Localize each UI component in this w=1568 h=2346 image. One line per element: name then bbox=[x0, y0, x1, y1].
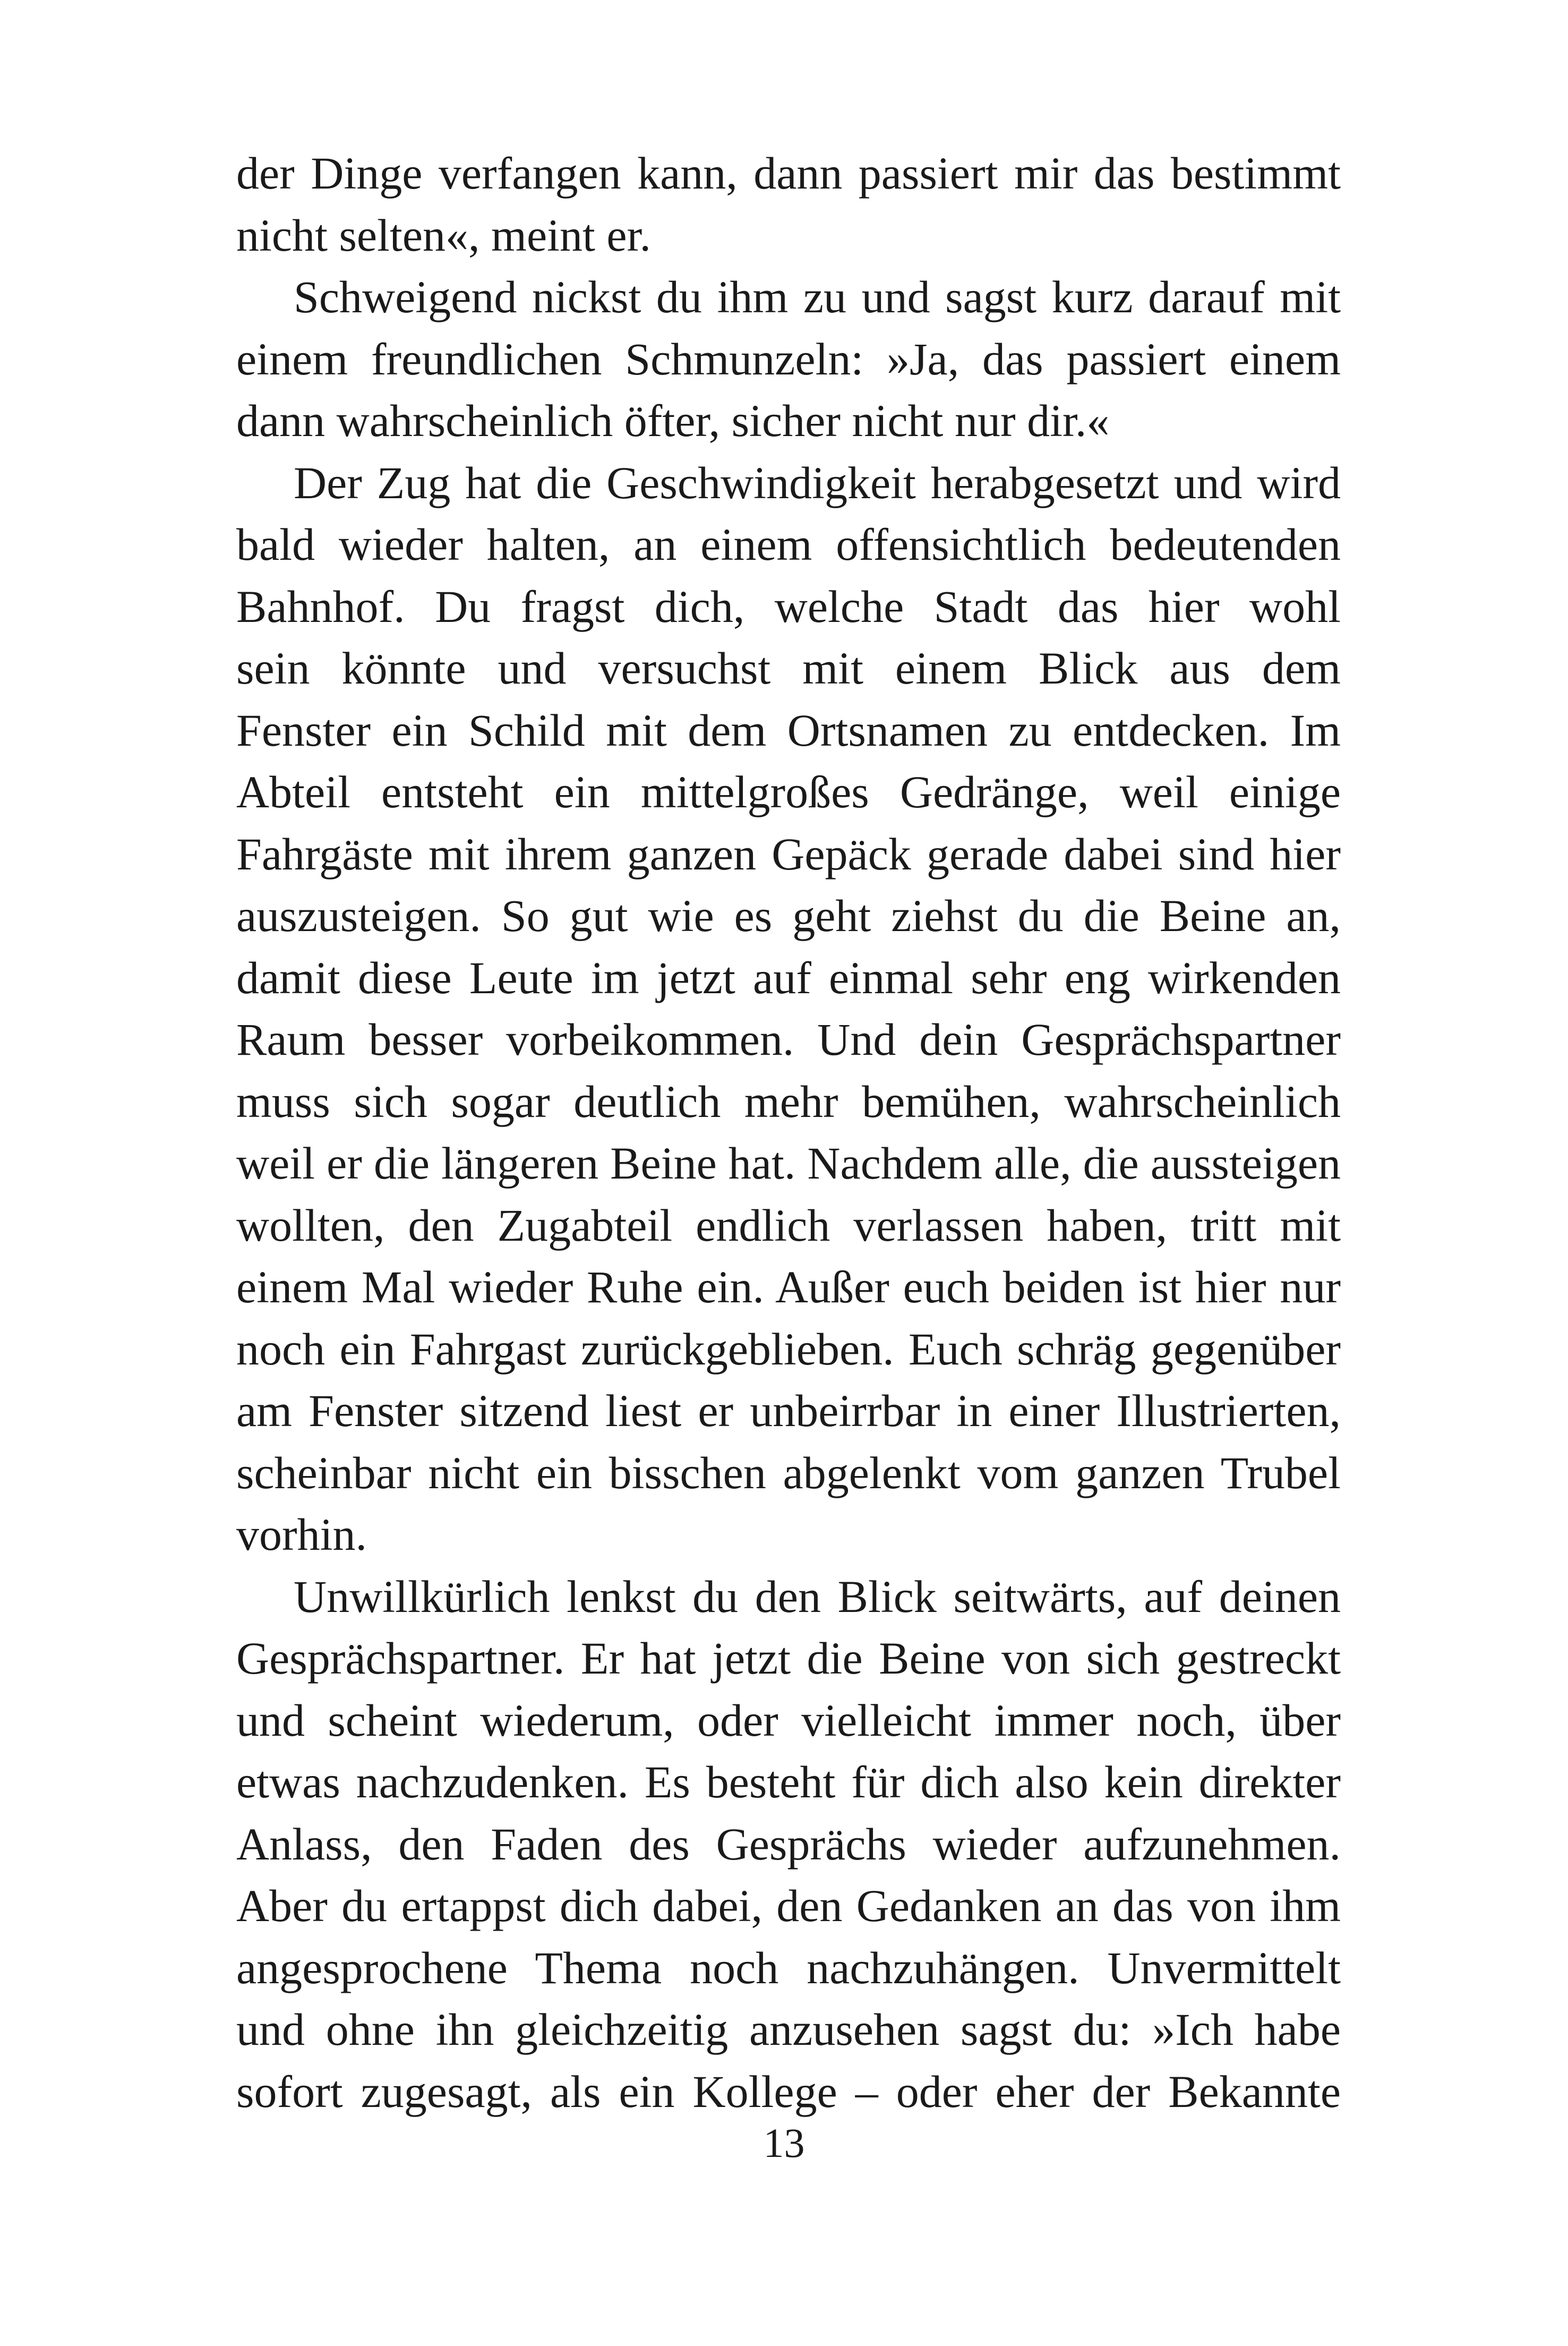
text-line: am Fenster sitzend liest er unbeirrbar in einer Illustrierten, bbox=[236, 1385, 1341, 1436]
text-line: Bahnhof. Du fragst dich, welche Stadt das hier wohl bbox=[236, 581, 1341, 632]
text-line: auszusteigen. So gut wie es geht ziehst du die Beine an, bbox=[236, 890, 1341, 941]
text-line: angesprochene Thema noch nachzuhängen. Unvermittelt bbox=[236, 1942, 1341, 1993]
text-line: Aber du ertappst dich dabei, den Gedanken an das von ihm bbox=[236, 1880, 1341, 1931]
text-line: etwas nachzudenken. Es besteht für dich also kein direkter bbox=[236, 1756, 1341, 1807]
text-line: und scheint wiederum, oder vielleicht immer noch, über bbox=[236, 1694, 1341, 1746]
text-line: sofort zugesagt, als ein Kollege – oder eher der Bekannte bbox=[236, 2066, 1341, 2117]
page-number: 13 bbox=[763, 2120, 805, 2166]
text-line: bald wieder halten, an einem offensichtlich bedeutenden bbox=[236, 519, 1341, 570]
text-line: und ohne ihn gleichzeitig anzusehen sagst du: »Ich habe bbox=[236, 2004, 1341, 2055]
paragraph-first-line: Der Zug hat die Geschwindigkeit herabgesetzt und wird bbox=[294, 457, 1341, 508]
text-line: noch ein Fahrgast zurückgeblieben. Euch schräg gegenüber bbox=[236, 1323, 1341, 1375]
paragraph-first-line: Unwillkürlich lenkst du den Blick seitwärts, auf deinen bbox=[294, 1571, 1341, 1622]
text-line: Abteil entsteht ein mittelgroßes Gedränge, weil einige bbox=[236, 766, 1341, 817]
body-text bbox=[236, 142, 1341, 2122]
text-line: damit diese Leute im jetzt auf einmal sehr eng wirkenden bbox=[236, 952, 1341, 1003]
paragraph-first-line: Schweigend nickst du ihm zu und sagst kurz darauf mit bbox=[294, 271, 1341, 322]
text-line: vorhin. bbox=[236, 1509, 367, 1560]
text-line: Fenster ein Schild mit dem Ortsnamen zu entdecken. Im bbox=[236, 704, 1341, 756]
text-line: nicht selten«, meint er. bbox=[236, 209, 651, 261]
text-line: weil er die längeren Beine hat. Nachdem alle, die aussteigen bbox=[236, 1138, 1341, 1189]
text-line: einem freundlichen Schmunzeln: »Ja, das passiert einem bbox=[236, 333, 1341, 385]
text-line: einem Mal wieder Ruhe ein. Außer euch beiden ist hier nur bbox=[236, 1261, 1341, 1312]
text-line: wollten, den Zugabteil endlich verlassen haben, tritt mit bbox=[236, 1199, 1341, 1251]
text-line: dann wahrscheinlich öfter, sicher nicht nur dir.« bbox=[236, 395, 1110, 446]
text-line: muss sich sogar deutlich mehr bemühen, wahrscheinlich bbox=[236, 1076, 1341, 1127]
text-line: scheinbar nicht ein bisschen abgelenkt vom ganzen Trubel bbox=[236, 1447, 1341, 1498]
text-line: Gesprächspartner. Er hat jetzt die Beine von sich gestreckt bbox=[236, 1633, 1341, 1684]
text-line: der Dinge verfangen kann, dann passiert mir das bestimmt bbox=[236, 148, 1341, 199]
text-line: sein könnte und versuchst mit einem Blick aus dem bbox=[236, 643, 1341, 694]
text-line: Fahrgäste mit ihrem ganzen Gepäck gerade dabei sind hier bbox=[236, 828, 1341, 880]
text-line: Anlass, den Faden des Gesprächs wieder aufzunehmen. bbox=[236, 1818, 1341, 1870]
text-line: Raum besser vorbeikommen. Und dein Gesprächspartner bbox=[236, 1014, 1341, 1065]
